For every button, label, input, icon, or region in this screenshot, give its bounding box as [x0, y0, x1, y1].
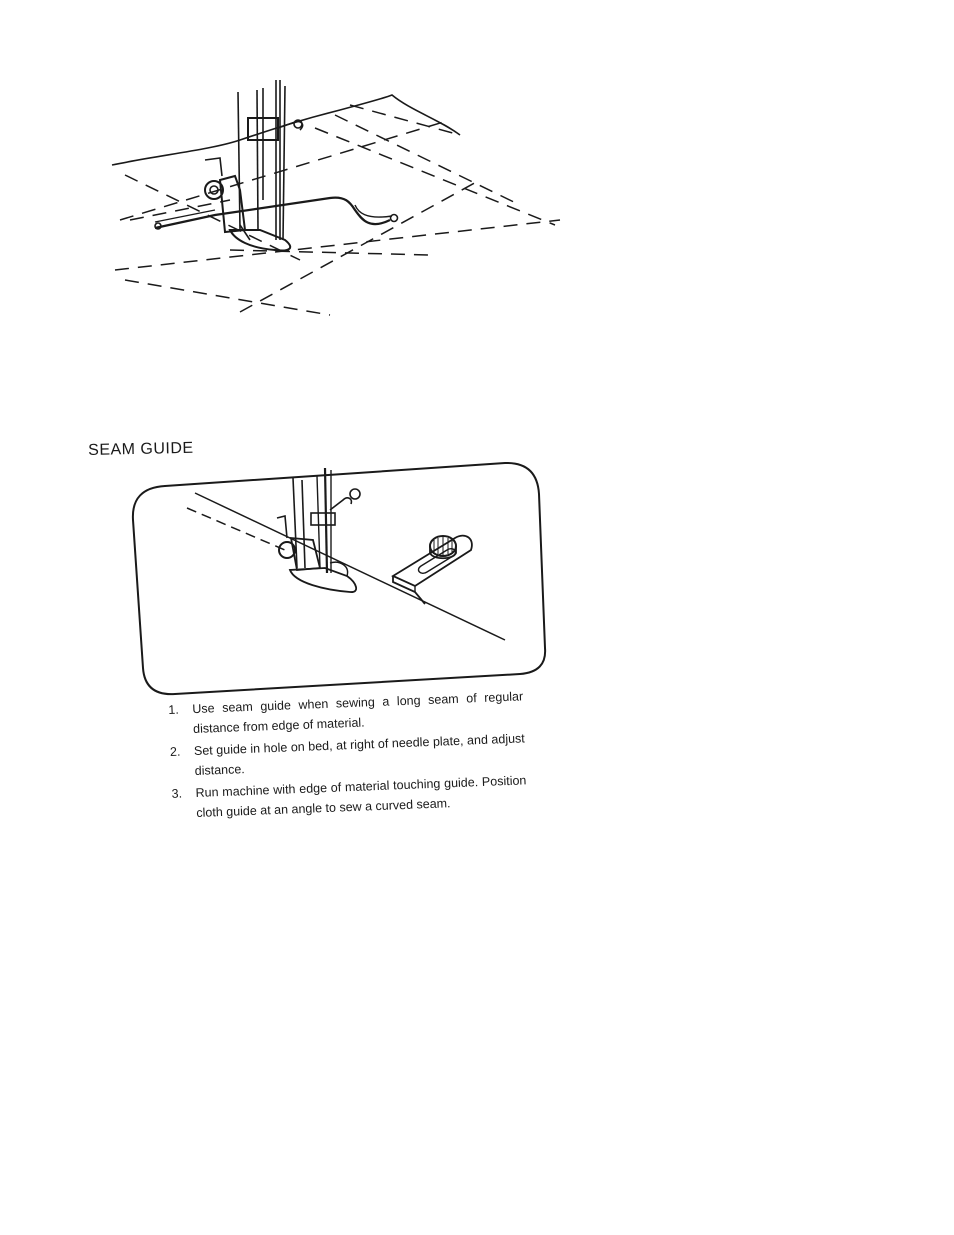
section-title: SEAM GUIDE: [88, 439, 194, 459]
instruction-number: 3.: [171, 786, 183, 801]
quilting-guide-illustration: [100, 80, 570, 320]
instruction-number: 1.: [168, 702, 180, 717]
seam-guide-illustration: [125, 458, 555, 703]
instruction-text: Use seam guide when sewing a long seam of regular distance from edge of material.: [192, 689, 524, 737]
instruction-number: 2.: [169, 744, 181, 759]
instruction-list: [168, 686, 528, 826]
instruction-text: Run machine with edge of material touching guide. Position cloth guide at an angle to sew a curved seam.: [195, 773, 527, 820]
instruction-text: Set guide in hole on bed, at right of needle plate, and adjust distance.: [193, 731, 526, 779]
